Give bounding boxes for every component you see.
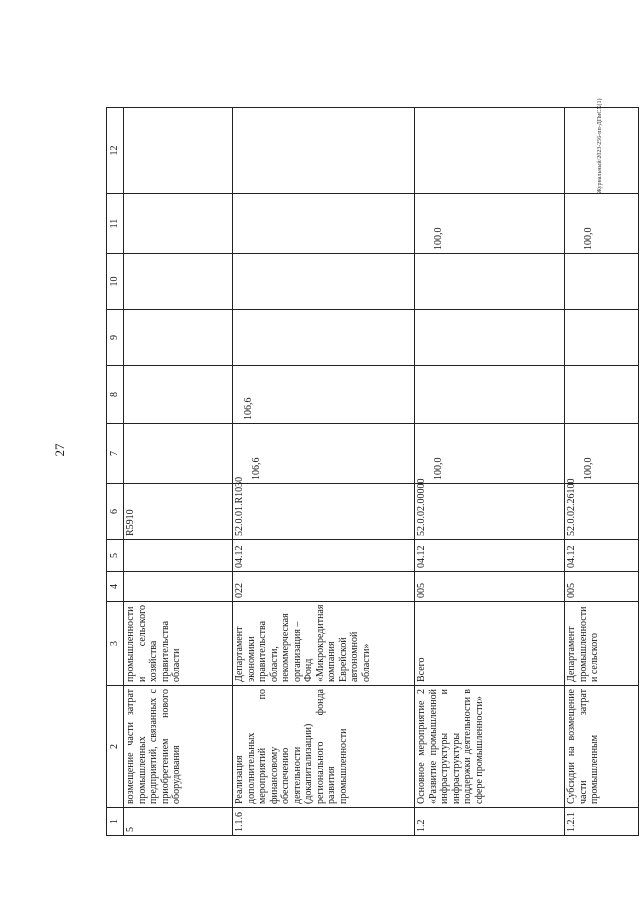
value-cell	[565, 254, 639, 310]
value-cell	[415, 254, 565, 310]
value-cell	[233, 108, 415, 194]
grbs-code-cell	[124, 572, 233, 602]
column-header: 11	[107, 194, 124, 254]
value-cell	[565, 108, 639, 194]
value-cell: 100,0	[565, 424, 639, 484]
value-cell	[124, 194, 233, 254]
value-cell: 100,0	[415, 424, 565, 484]
activity-name-cell: возмещение части затрат промышленных предприятий, связанных с приобретением нового оборудования	[124, 686, 233, 808]
column-header: 9	[107, 310, 124, 366]
value-cell	[124, 108, 233, 194]
page-number: 27	[52, 443, 67, 457]
column-header: 5	[107, 540, 124, 572]
table-row	[233, 108, 415, 836]
value-cell	[124, 254, 233, 310]
column-header: 8	[107, 366, 124, 424]
column-header: 3	[107, 602, 124, 686]
row-number-cell: 5	[124, 808, 233, 836]
target-article-cell: 52.0.01.R1030	[233, 484, 415, 540]
value-cell	[124, 424, 233, 484]
table-row	[415, 108, 565, 836]
value-cell	[233, 310, 415, 366]
target-article-cell: R5910	[124, 484, 233, 540]
executor-cell: промышленности и сельского хозяйства правительства области	[124, 602, 233, 686]
grbs-code-cell: 022	[233, 572, 415, 602]
row-number-cell: 1.1.6	[233, 808, 415, 836]
value-cell	[415, 366, 565, 424]
section-code-cell: 04.12	[233, 540, 415, 572]
executor-cell: Департамент экономики правительства области, некоммерческая организация – Фонд «Микрокредитная компания Еврейской автономной области»	[233, 602, 415, 686]
column-header: 6	[107, 484, 124, 540]
value-cell	[233, 194, 415, 254]
section-code-cell: 04.12	[415, 540, 565, 572]
target-article-cell: 52.0.02.00000	[415, 484, 565, 540]
activity-name-cell: Реализация дополнительных мероприятий по финансовому обеспечению деятельности (докапитализации) регионального фонда развития промышленности	[233, 686, 415, 808]
column-header: 1	[107, 808, 124, 836]
target-article-cell: 52.0.02.26100	[565, 484, 639, 540]
document-id: Журнальный/2023-256-пп-ДПиСХ(1)	[597, 98, 603, 194]
table-row	[565, 108, 639, 836]
executor-cell: Всего	[415, 602, 565, 686]
column-header: 4	[107, 572, 124, 602]
column-header: 12	[107, 108, 124, 194]
budget-table	[106, 107, 639, 836]
grbs-code-cell: 005	[565, 572, 639, 602]
value-cell	[565, 366, 639, 424]
column-header: 10	[107, 254, 124, 310]
column-header: 2	[107, 686, 124, 808]
value-cell: 106,6	[233, 366, 415, 424]
activity-name-cell: Субсидии на возмещение части затрат промышленным	[565, 686, 639, 808]
value-cell	[415, 310, 565, 366]
value-cell	[124, 310, 233, 366]
value-cell	[233, 254, 415, 310]
value-cell: 100,0	[565, 194, 639, 254]
table-header-row	[107, 108, 124, 836]
section-code-cell: 04.12	[565, 540, 639, 572]
executor-cell: Департамент промышленности и сельского	[565, 602, 639, 686]
value-cell: 100,0	[415, 194, 565, 254]
row-number-cell: 1.2	[415, 808, 565, 836]
table-row	[124, 108, 233, 836]
section-code-cell	[124, 540, 233, 572]
value-cell	[415, 108, 565, 194]
column-header: 7	[107, 424, 124, 484]
row-number-cell: 1.2.1	[565, 808, 639, 836]
value-cell	[565, 310, 639, 366]
value-cell	[124, 366, 233, 424]
activity-name-cell: Основное мероприятие 2 «Развитие промышленной инфраструктуры и инфраструктуры поддержки деятельности в сфере промышленности»	[415, 686, 565, 808]
value-cell: 106,6	[233, 424, 415, 484]
grbs-code-cell: 005	[415, 572, 565, 602]
rotated-table-container	[106, 108, 600, 836]
